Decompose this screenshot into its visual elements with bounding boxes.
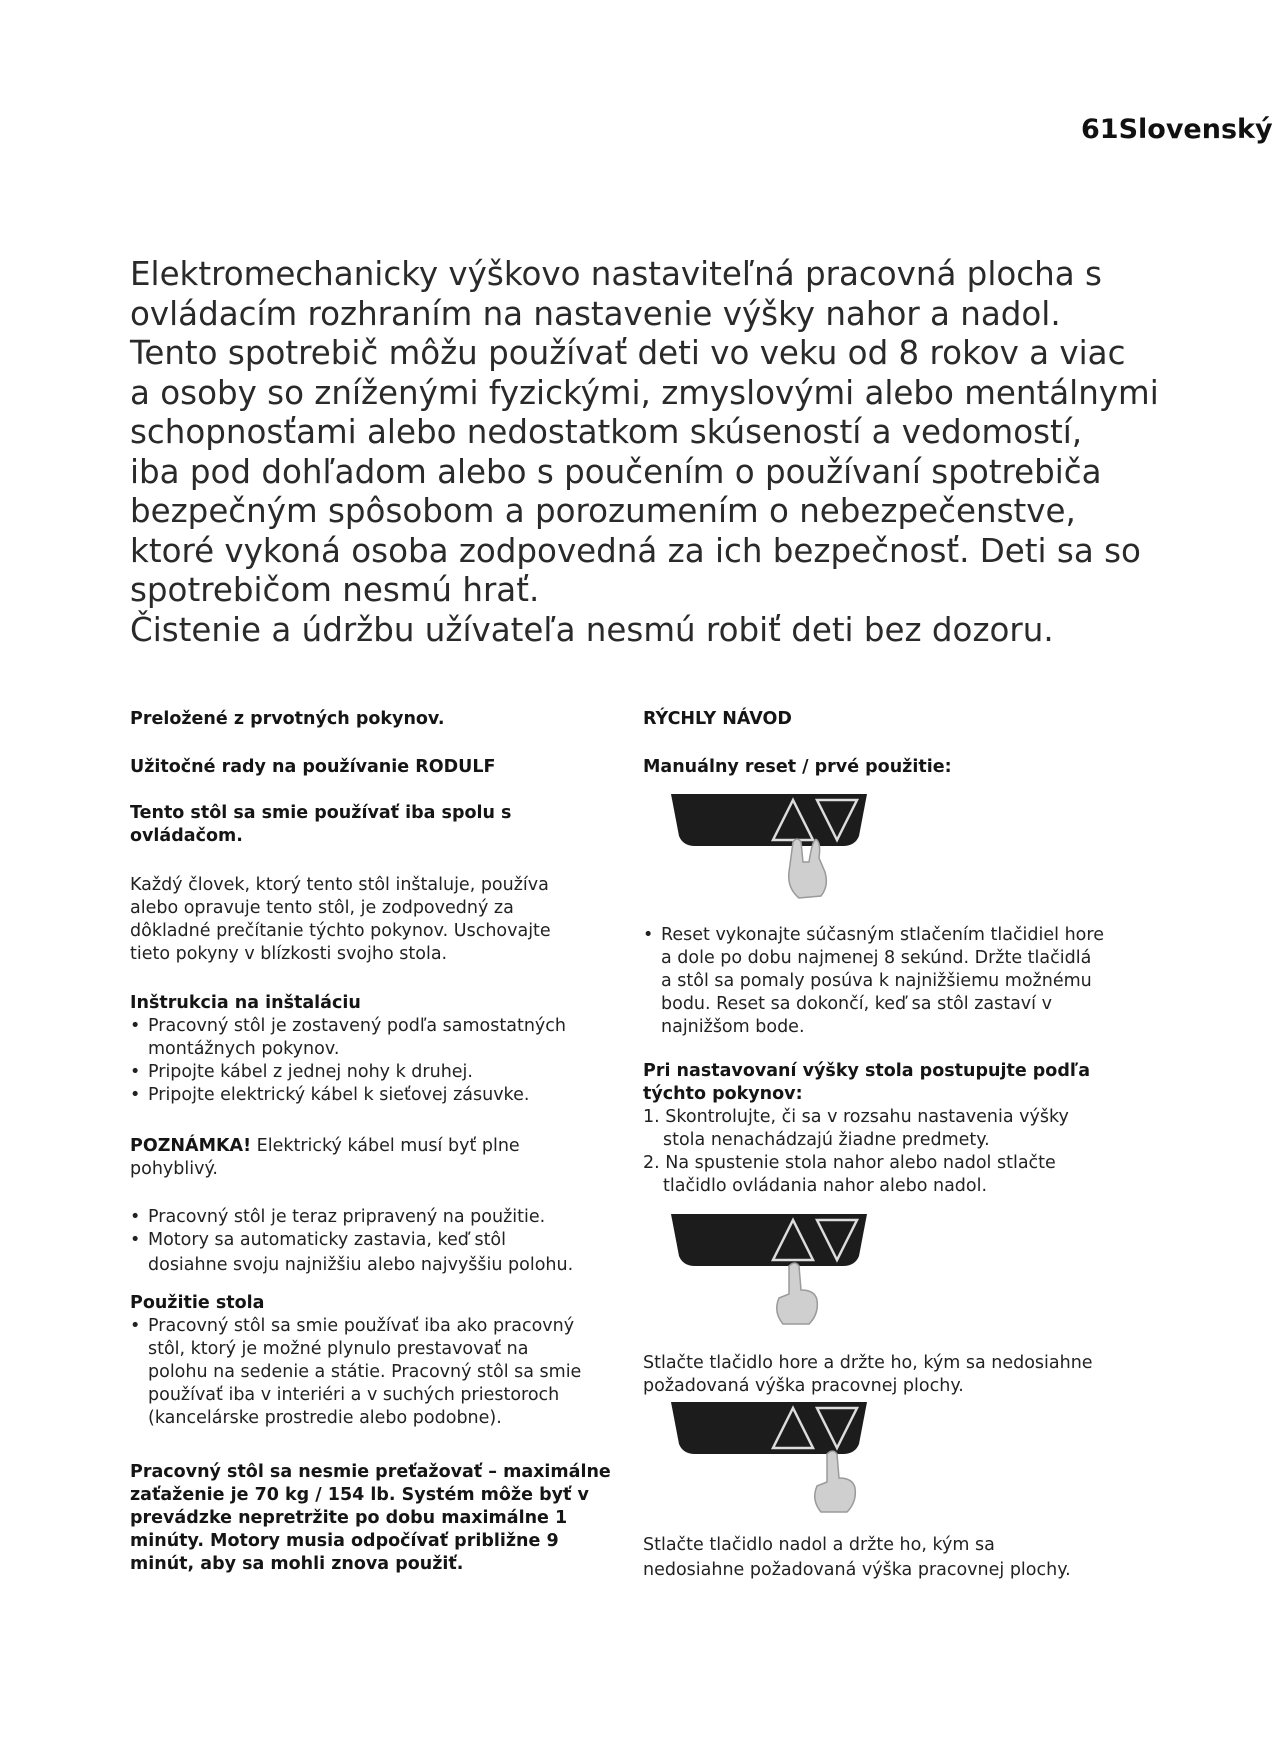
intro-line: bezpečným spôsobom a porozumením o nebezpečenstve, — [130, 492, 1076, 530]
intro-line: Elektromechanicky výškovo nastaviteľná pracovná plocha s — [130, 255, 1102, 293]
intro-safety-text — [130, 255, 1159, 650]
load-warning: Pracovný stôl sa nesmie preťažovať – maximálne zaťaženie je 70 kg / 154 lb. Systém môže byť v prevádzke nepretržite po dobu maximálne 1 minúty. Motory musia odpočívať približne 9 minút, aby sa mohli znova použiť. — [130, 1462, 611, 1574]
quick-guide-title: RÝCHLY NÁVOD — [643, 709, 792, 729]
intro-line: spotrebičom nesmú hrať. — [130, 571, 540, 609]
list-item: • Motory sa automaticky zastavia, keď stôl — [130, 1229, 630, 1252]
adjust-steps: 1. Skontrolujte, či sa v rozsahu nastavenia výšky stola nenachádzajú žiadne predmety. 2. Na spustenie stola nahor alebo nadol stlačte tlačidlo ovládania nahor alebo nadol. — [643, 1106, 1143, 1198]
up-caption: Stlačte tlačidlo hore a držte ho, kým sa nedosiahne požadovaná výška pracovnej plochy. — [643, 1353, 1093, 1396]
control-panel-both-buttons-illustration — [669, 788, 869, 908]
translated-note: Preložené z prvotných pokynov. — [130, 709, 445, 729]
list-item: • Reset vykonajte súčasným stlačením tlačidiel hore — [643, 924, 1143, 947]
intro-line: Čistenie a údržbu užívateľa nesmú robiť deti bez dozoru. — [130, 610, 1054, 649]
list-item: • Pripojte kábel z jednej nohy k druhej. — [130, 1061, 630, 1084]
intro-line: ovládacím rozhraním na nastavenie výšky nahor a nadol. — [130, 294, 1061, 333]
pointing-finger-icon — [777, 1263, 818, 1324]
list-item: 1. Skontrolujte, či sa v rozsahu nastavenia výšky — [643, 1107, 1069, 1127]
intro-line: iba pod dohľadom alebo s poučením o používaní spotrebiča — [130, 452, 1102, 491]
usage-title: Použitie stola — [130, 1293, 265, 1313]
intro-line: ktoré vykoná osoba zodpovedná za ich bezpečnosť. Deti sa so — [130, 531, 1141, 570]
installation-section: Inštrukcia na inštaláciu • Pracovný stôl je zostavený podľa samostatných montážnych pokynov. • Pripojte kábel z jednej nohy k druhej. • Pripojte elektrický kábel k sieťovej zásuvke. — [130, 992, 630, 1107]
cable-note: POZNÁMKA! Elektrický kábel musí byť plne pohyblivý. — [130, 1136, 520, 1179]
pointing-finger-icon — [815, 1451, 856, 1512]
reset-instructions: • Reset vykonajte súčasným stlačením tlačidiel hore a dole po dobu najmenej 8 sekúnd. Držte tlačidlá a stôl sa pomaly posúva k najnižšiemu možnému bodu. Reset sa dokončí, keď sa stôl zastaví v najnižšom bode. — [643, 924, 1143, 1039]
responsibility-paragraph: Každý človek, ktorý tento stôl inštaluje, používa alebo opravuje tento stôl, je zodpovedný za dôkladné prečítanie týchto pokynov. Uschovajte tieto pokyny v blízkosti svojho stola. — [130, 875, 551, 964]
tips-title: Užitočné rady na používanie RODULF — [130, 757, 496, 777]
controller-warning: Tento stôl sa smie používať iba spolu s ovládačom. — [130, 803, 512, 846]
intro-line: Tento spotrebič môžu používať deti vo veku od 8 rokov a viac — [130, 334, 1126, 372]
installation-title: Inštrukcia na inštaláciu — [130, 993, 361, 1013]
control-panel-up-illustration — [669, 1208, 869, 1328]
adjust-height-title: Pri nastavovaní výšky stola postupujte podľa týchto pokynov: — [643, 1061, 1091, 1104]
manual-reset-title: Manuálny reset / prvé použitie: — [643, 757, 952, 777]
list-item: • Pracovný stôl je teraz pripravený na použitie. — [130, 1206, 630, 1229]
intro-line: a osoby so zníženými fyzickými, zmyslovými alebo mentálnymi — [130, 373, 1159, 412]
control-panel-down-illustration — [669, 1396, 869, 1516]
table-usage-section: Použitie stola • Pracovný stôl sa smie používať iba ako pracovný stôl, ktorý je možné plynulo prestavovať na polohu na sedenie a státie. Pracovný stôl sa smie používať iba v interiéri a v suchých priestoroch (kancelárske prostredie alebo podobne). — [130, 1292, 630, 1430]
list-item: • Pracovný stôl je zostavený podľa samostatných — [130, 1015, 630, 1038]
list-item: • Pracovný stôl sa smie používať iba ako pracovný — [130, 1315, 630, 1338]
two-finger-hand-icon — [789, 839, 827, 898]
down-caption: Stlačte tlačidlo nadol a držte ho, kým sa nedosiahne požadovaná výška pracovnej plochy. — [643, 1535, 1071, 1580]
intro-line: schopnosťami alebo nedostatkom skúseností a vedomostí, — [130, 413, 1083, 451]
list-item: 2. Na spustenie stola nahor alebo nadol stlačte — [643, 1153, 1056, 1173]
ready-list: • Pracovný stôl je teraz pripravený na použitie. • Motory sa automaticky zastavia, keď stôl dosiahne svoju najnižšiu alebo najvyššiu polohu. — [130, 1206, 630, 1277]
page-header: 61Slovenský — [1081, 114, 1273, 145]
list-item: • Pripojte elektrický kábel k sieťovej zásuvke. — [130, 1084, 630, 1107]
